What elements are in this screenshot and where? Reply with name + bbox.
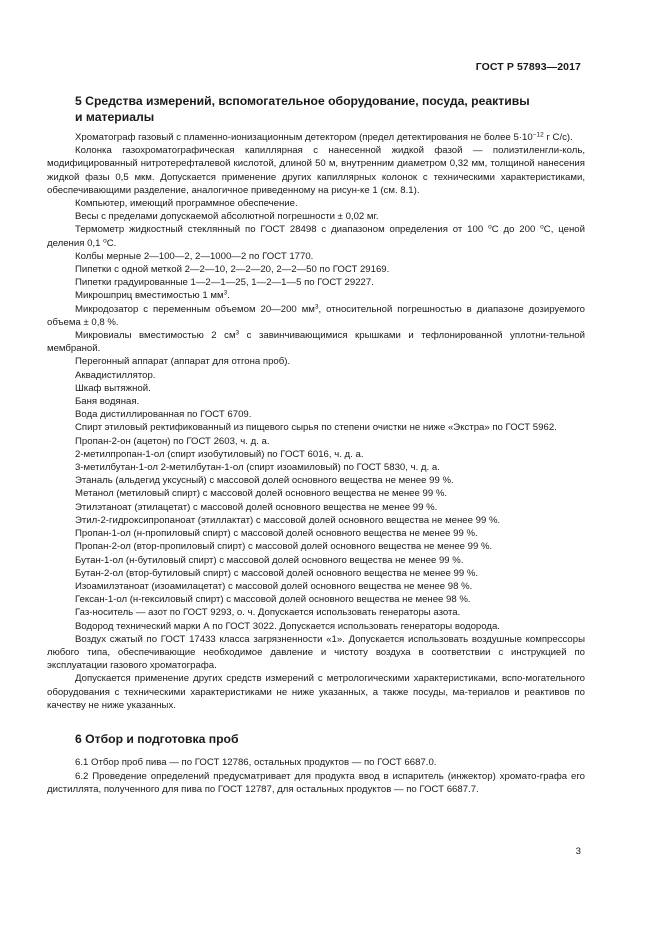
text-run: г С/с). [543, 132, 573, 143]
paragraph-balance: Весы с пределами допускаемой абсолютной погрешности ± 0,02 мг. [75, 211, 379, 223]
superscript: −12 [532, 131, 544, 139]
paragraph-fume-hood: Шкаф вытяжной. [75, 382, 151, 394]
paragraph-ethyl-acetate: Этилэтаноат (этилацетат) с массовой долей основного вещества не менее 99 %. [75, 501, 438, 513]
paragraph-propan-1-ol: Пропан-1-ол (н-пропиловый спирт) с массовой долей основного вещества не менее 99 %. [75, 528, 478, 540]
paragraph-hydrogen: Водород технический марки А по ГОСТ 3022. Допускается использовать генераторы водорода. [75, 620, 500, 632]
paragraph-flasks: Колбы мерные 2—100—2, 2—1000—2 по ГОСТ 1770. [75, 250, 314, 262]
paragraph-isoamyl-alcohol: 3-метилбутан-1-ол 2-метилбутан-1-ол (спирт изоамиловый) по ГОСТ 5830, ч. д. а. [75, 462, 440, 474]
text-run: С. [106, 237, 117, 249]
text-run: Хроматограф газовый с пламенно-ионизационным детектором (предел детектирования не более 5·10 [75, 132, 533, 143]
paragraph-6-1: 6.1 Отбор проб пива — по ГОСТ 12786, остальных продуктов — по ГОСТ 6687.0. [75, 757, 437, 769]
section-5-title-line2: и материалы [75, 109, 155, 124]
superscript: о [488, 223, 492, 231]
paragraph-ethyl-lactate: Этил-2-гидроксипропаноат (этиллактат) с массовой долей основного вещества не менее 99 %. [75, 514, 501, 526]
text-run: Термометр жидкостный стеклянный по ГОСТ 28498 с диапазоном определения от 100 [75, 224, 489, 236]
paragraph-computer: Компьютер, имеющий программное обеспечение. [75, 198, 298, 210]
paragraph-chromatograph [47, 131, 585, 144]
superscript: 3 [235, 329, 240, 337]
paragraph-pipettes-graduated: Пипетки градуированные 1—2—1—25, 1—2—1—5 по ГОСТ 29227. [75, 277, 374, 289]
text-run: Микрошприц вместимостью 1 мм [75, 290, 224, 302]
section-6-heading: 6 Отбор и подготовка проб [75, 731, 239, 746]
paragraph-isobutanol: 2-метилпропан-1-ол (спирт изобутиловый) по ГОСТ 6016, ч. д. а. [75, 448, 364, 460]
text-run: Микродозатор с переменным объемом 20—200 мм [75, 303, 315, 315]
paragraph-aquadistiller: Аквадистиллятор. [75, 369, 156, 381]
paragraph-microdispenser [47, 303, 585, 329]
paragraph-isoamyl-acetate: Изоамилэтаноат (изоамилацетат) с массовой долей основного вещества не менее 98 %. [75, 580, 473, 592]
standard-header: ГОСТ Р 57893—2017 [475, 61, 581, 73]
paragraph-pipettes-one-mark: Пипетки с одной меткой 2—2—10, 2—2—20, 2—2—50 по ГОСТ 29169. [75, 264, 390, 276]
page-content [47, 94, 585, 796]
text-run: . [227, 290, 230, 302]
section-5-heading [47, 94, 585, 125]
paragraph-alternatives: Допускается применение других средств измерений с метрологическими характеристиками, вспо-могательного оборудования с техническими характеристиками не ниже указанных, а также посуды, ма-териалов и реактивов по качеству не ниже указанных. [47, 673, 585, 711]
text-run: с завинчивающимися крышками и тефлонированной уплотни-тельной мембраной. [47, 330, 585, 355]
paragraph-ethyl-alcohol: Спирт этиловый ректификованный из пищевого сырья по степени очистки не ниже «Экстра» по ГОСТ 5962. [75, 422, 557, 434]
paragraph-water-bath: Баня водяная. [75, 396, 140, 408]
paragraph-microsyringe [47, 289, 585, 302]
section-5-title-line1: 5 Средства измерений, вспомогательное оборудование, посуда, реактивы [75, 94, 530, 108]
paragraph-butan-2-ol: Бутан-2-ол (втор-бутиловый спирт) с массовой долей основного вещества не менее 99 %. [75, 567, 479, 579]
superscript: о [103, 237, 107, 245]
superscript: о [540, 223, 544, 231]
paragraph-distilled-water: Вода дистиллированная по ГОСТ 6709. [75, 409, 252, 421]
text-run: С до 200 [491, 224, 541, 236]
paragraph-carrier-gas: Газ-носитель — азот по ГОСТ 9293, о. ч. Допускается использовать генераторы азота. [75, 607, 461, 619]
paragraph-distiller-apparatus: Перегонный аппарат (аппарат для отгона проб). [75, 356, 291, 368]
text-run: Микровиалы вместимостью 2 см [75, 330, 236, 342]
superscript: 3 [223, 289, 228, 297]
paragraph-propan-2-ol: Пропан-2-ол (втор-пропиловый спирт) с массовой долей основного вещества не менее 99 %. [75, 541, 493, 553]
superscript: 3 [314, 303, 319, 311]
paragraph-compressed-air: Воздух сжатый по ГОСТ 17433 класса загрязненности «1». Допускается использовать воздушные компрессоры любого типа, обеспечивающие необходимое давление и чистоту воздуха в соответствии с инструкцией по эксплуатации газового хроматографа. [47, 633, 585, 672]
page-number: 3 [575, 846, 581, 857]
text-run: С, ценой деления 0,1 [47, 224, 585, 249]
paragraph-butan-1-ol: Бутан-1-ол (н-бутиловый спирт) с массовой долей основного вещества не менее 99 %. [75, 554, 464, 566]
paragraph-hexan-1-ol: Гексан-1-ол (н-гексиловый спирт) с массовой долей основного вещества не менее 98 %. [75, 594, 471, 606]
paragraph-thermometer [47, 223, 585, 249]
text-run: , относительной погрешностью в диапазоне дозируемого объема ± 0,8 %. [47, 303, 586, 328]
paragraph-methanol: Метанол (метиловый спирт) с массовой долей основного вещества не менее 99 %. [75, 488, 448, 500]
paragraph-microvials [47, 329, 585, 355]
paragraph-acetone: Пропан-2-он (ацетон) по ГОСТ 2603, ч. д. а. [75, 435, 270, 447]
paragraph-ethanal: Этаналь (альдегид уксусный) с массовой долей основного вещества не менее 99 %. [75, 475, 454, 487]
paragraph-6-2: 6.2 Проведение определений предусматривает для продукта ввод в испаритель (инжектор) хромато-графа его дистиллята, полученного для пива по ГОСТ 12787, для остальных продуктов — по ГОСТ 6687.7. [47, 770, 585, 795]
paragraph-column: Колонка газохроматографическая капиллярная с нанесенной жидкой фазой — полиэтиленгли-коль, модифицированный нитротерефталевой кислотой, длиной 50 м, внутренним диаметром 0,32 мм, толщиной нанесения жидкой фазы 0,5 мкм. Допускается применение других капиллярных колонок с техническими характеристиками, обеспечивающими разделение, аналогичное приведенному на рисун-ке 1 (см. 8.1). [47, 145, 585, 196]
